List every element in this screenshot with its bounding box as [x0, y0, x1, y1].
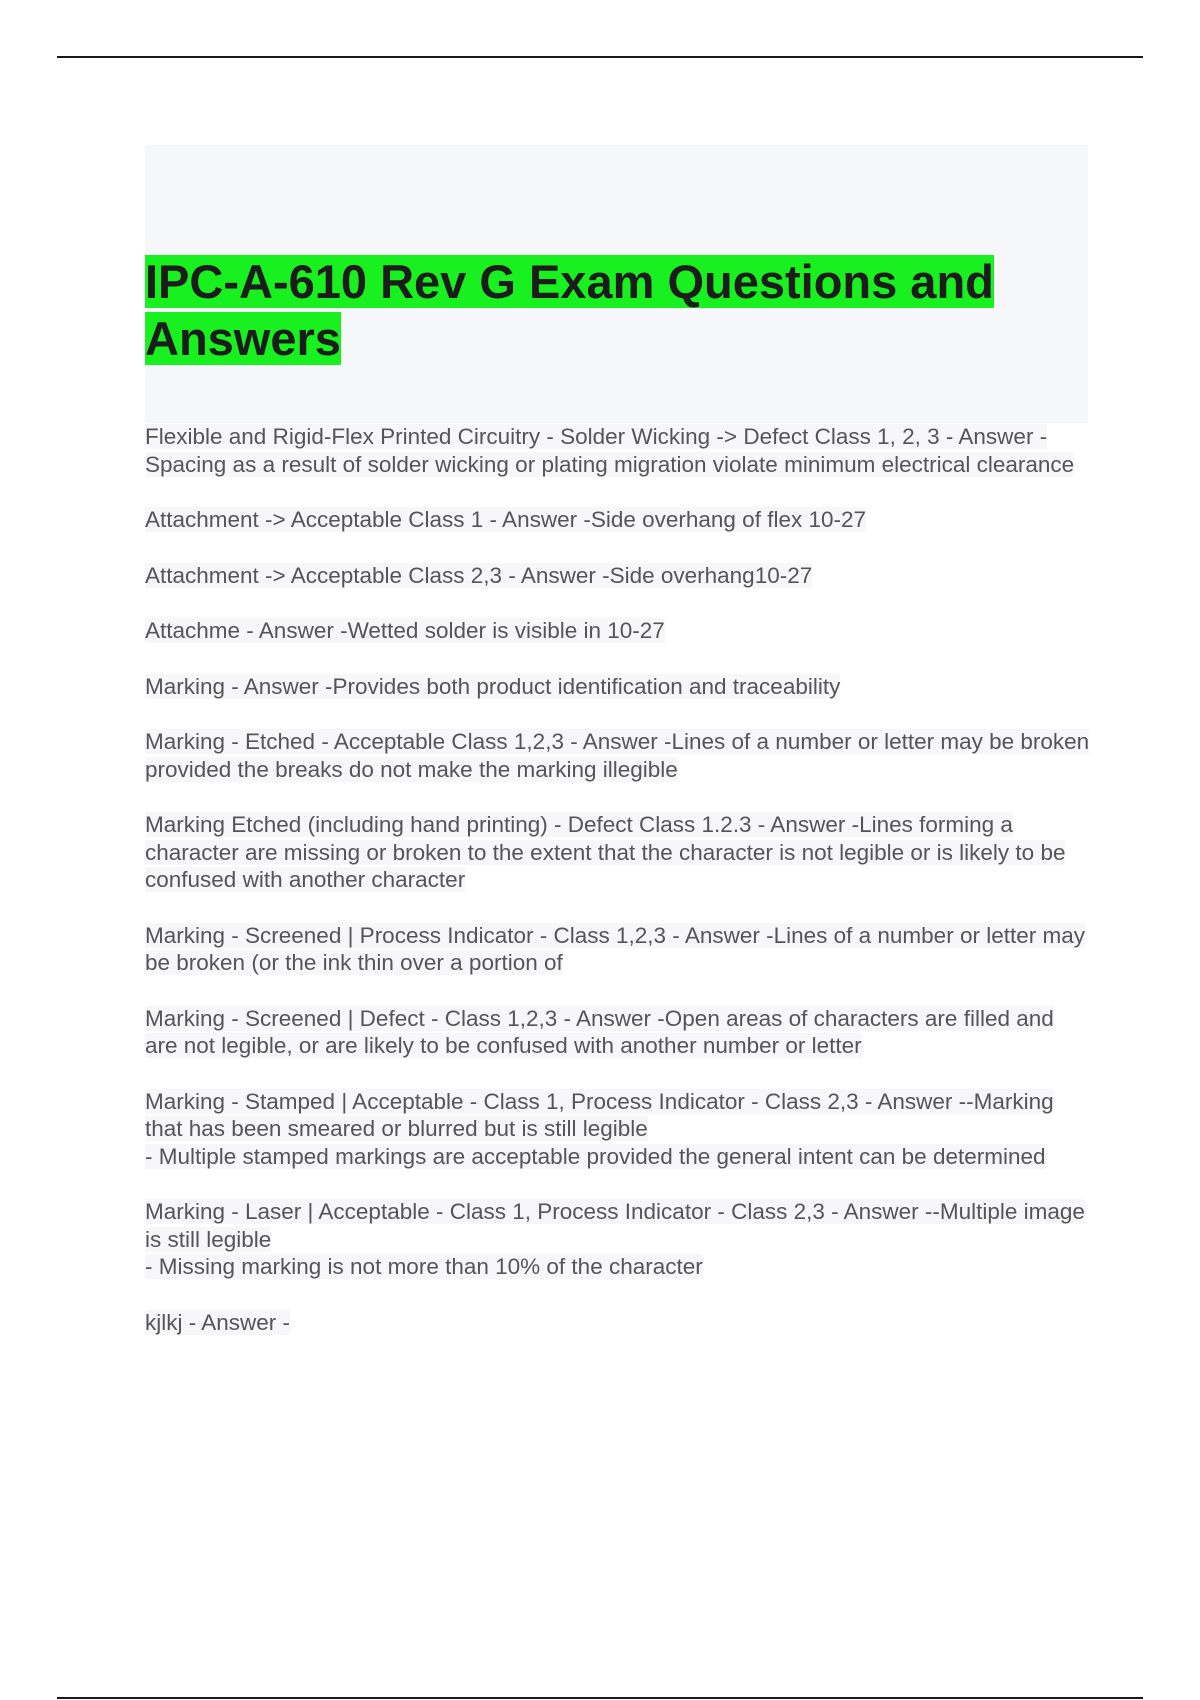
qa-entry-text: kjlkj - Answer -: [145, 1309, 291, 1335]
qa-list: [145, 423, 1090, 1364]
qa-entry-text: Attachment -> Acceptable Class 1 - Answer -Side overhang of flex 10-27: [145, 507, 867, 532]
bottom-rule: [57, 1697, 1143, 1699]
qa-entry: [145, 506, 1090, 534]
document-title: [145, 253, 1045, 367]
qa-entry-text: Marking - Answer -Provides both product identification and traceability: [145, 673, 841, 699]
qa-entry: [145, 562, 1090, 590]
qa-entry: [145, 673, 1090, 701]
qa-entry: [145, 1198, 1090, 1281]
qa-entry-text: Marking Etched (including hand printing) - Defect Class 1.2.3 - Answer -Lines forming a character are missing or broken to the extent that the character is not legible or is likely to be confused with another character: [145, 812, 1066, 892]
qa-entry-text: Flexible and Rigid-Flex Printed Circuitry - Solder Wicking -> Defect Class 1, 2, 3 - Answer -Spacing as a result of solder wicking or plating migration violate minimum electrical clearance: [145, 424, 1075, 477]
qa-entry-text: Attachme - Answer -Wetted solder is visible in 10-27: [145, 618, 665, 643]
qa-entry-text: Marking - Etched - Acceptable Class 1,2,3 - Answer -Lines of a number or letter may be broken provided the breaks do not make the marking illegible: [145, 729, 1090, 782]
qa-entry: [145, 728, 1090, 783]
qa-entry-text: Marking - Screened | Process Indicator - Class 1,2,3 - Answer -Lines of a number or letter may be broken (or the ink thin over a portion of: [145, 922, 1085, 975]
qa-entry: [145, 617, 1090, 645]
document-title-text: IPC-A-610 Rev G Exam Questions and Answers: [145, 255, 994, 365]
qa-entry: [145, 423, 1090, 478]
qa-entry: [145, 1088, 1090, 1171]
qa-entry-text: Marking - Screened | Defect - Class 1,2,3 - Answer -Open areas of characters are filled and are not legible, or are likely to be confused with another number or letter: [145, 1005, 1054, 1058]
qa-entry: [145, 1309, 1090, 1337]
qa-entry: [145, 811, 1090, 894]
top-rule: [57, 56, 1143, 58]
qa-entry: [145, 922, 1090, 977]
qa-entry-text: Attachment -> Acceptable Class 2,3 - Answer -Side overhang10-27: [145, 562, 813, 588]
qa-entry: [145, 1005, 1090, 1060]
qa-entry-text: Marking - Stamped | Acceptable - Class 1, Process Indicator - Class 2,3 - Answer --Marking that has been smeared or blurred but is still legible - Multiple stamped markings are acceptable provided the general intent can be determined: [145, 1088, 1054, 1169]
qa-entry-text: Marking - Laser | Acceptable - Class 1, Process Indicator - Class 2,3 - Answer --Multiple image is still legible - Missing marking is not more than 10% of the character: [145, 1199, 1085, 1279]
